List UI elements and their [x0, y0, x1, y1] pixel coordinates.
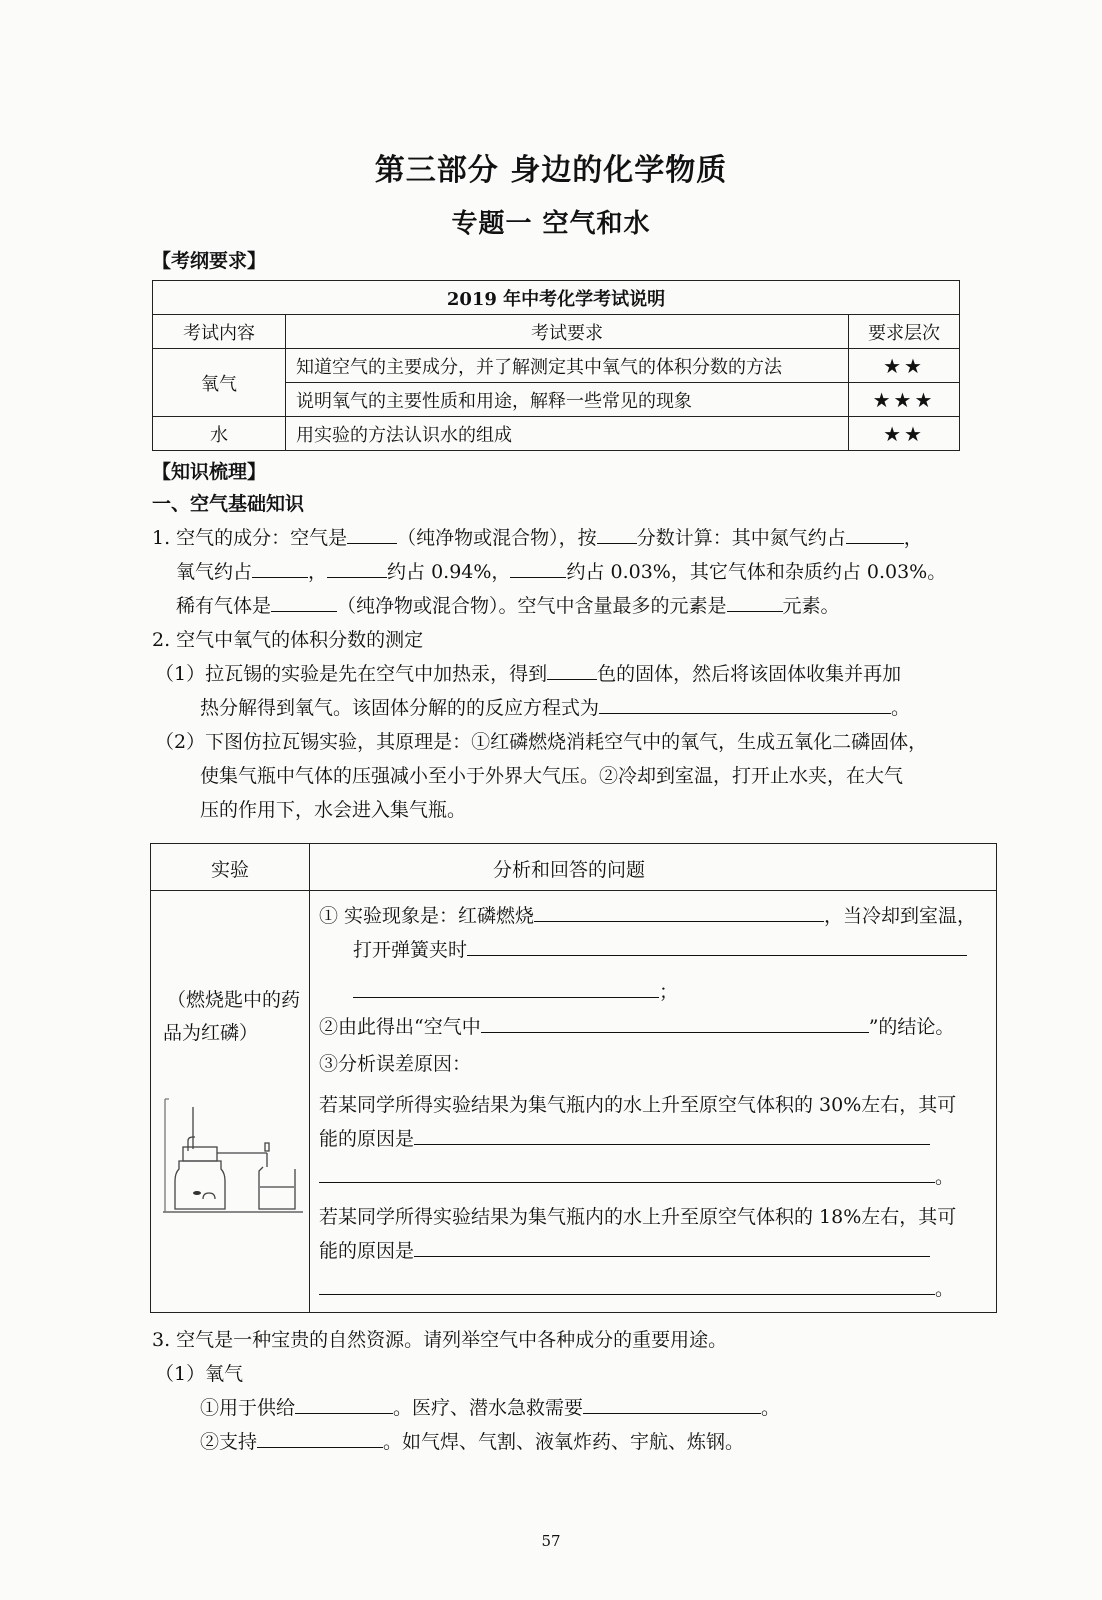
analysis-line11: 。 [319, 1274, 954, 1301]
analysis-line5: ③分析误差原因： [319, 1053, 472, 1075]
analysis-line10: 能的原因是 [319, 1236, 930, 1263]
analysis-line4: ②由此得出“空气中 ”的结论。 [319, 1012, 954, 1039]
answer-blank[interactable] [481, 1012, 869, 1033]
analysis-line8: 。 [319, 1162, 954, 1189]
table-cell-content: 水 [153, 417, 286, 451]
analysis-line6: 若某同学所得实验结果为集气瓶内的水上升至原空气体积的 30%左右，其可 [319, 1094, 957, 1116]
q2-part2-line3: 压的作用下，水会进入集气瓶。 [200, 799, 467, 821]
table-cell-requirement: 说明氧气的主要性质和用途，解释一些常见的现象 [286, 383, 849, 417]
analysis-line3: ； [353, 977, 678, 1004]
experiment-note: （燃烧匙中的药 [167, 989, 301, 1011]
answer-blank[interactable] [467, 935, 967, 956]
q1-line3: 稀有气体是 （纯净物或混合物）。空气中含量最多的元素是 元素。 [176, 591, 840, 618]
requirements-table [152, 280, 960, 451]
experiment-table [150, 843, 997, 1313]
answer-blank[interactable] [257, 1427, 383, 1448]
table-cell-level: ★★ [849, 349, 960, 383]
q2-part1-line1: （1）拉瓦锡的实验是先在空气中加热汞，得到 色的固体，然后将该固体收集并再加 [155, 659, 901, 686]
table-cell-level: ★★★ [849, 383, 960, 417]
table-row [153, 349, 960, 383]
page-title: 第三部分 身边的化学物质 [374, 153, 728, 188]
q3-sub-oxygen: （1）氧气 [155, 1363, 244, 1385]
answer-blank[interactable] [252, 557, 308, 578]
answer-blank[interactable] [846, 523, 904, 544]
table-row [153, 417, 960, 451]
answer-blank[interactable] [319, 1162, 935, 1183]
q2-heading: 2. 空气中氧气的体积分数的测定 [152, 629, 424, 651]
answer-blank[interactable] [534, 901, 824, 922]
section-kaogang: 【考纲要求】 [152, 250, 267, 272]
q3-line1: ①用于供给 。医疗、潜水急救需要 。 [200, 1393, 780, 1420]
q1-line1: 1. 空气的成分：空气是 （纯净物或混合物），按 分数计算：其中氮气约占 ， [152, 523, 923, 550]
q2-part2-line1: （2）下图仿拉瓦锡实验，其原理是：①红磷燃烧消耗空气中的氧气，生成五氧化二磷固体， [155, 731, 928, 753]
answer-blank[interactable] [327, 557, 387, 578]
table-cell-level: ★★ [849, 417, 960, 451]
table-header: 考试要求 [286, 315, 849, 349]
analysis-line9: 若某同学所得实验结果为集气瓶内的水上升至原空气体积的 18%左右，其可 [319, 1206, 957, 1228]
answer-blank[interactable] [547, 659, 597, 680]
answer-blank[interactable] [414, 1124, 930, 1145]
q2-part2-line2: 使集气瓶中气体的压强减小至小于外界大气压。②冷却到室温，打开止水夹，在大气 [200, 765, 904, 787]
answer-blank[interactable] [510, 557, 566, 578]
answer-blank[interactable] [353, 977, 659, 998]
table-header: 考试内容 [153, 315, 286, 349]
answer-blank[interactable] [271, 591, 337, 612]
analysis-line1: ① 实验现象是：红磷燃烧 ，当冷却到室温， [319, 901, 976, 928]
table-cell-content: 氧气 [153, 349, 286, 417]
table-cell-requirement: 知道空气的主要成分，并了解测定其中氧气的体积分数的方法 [286, 349, 849, 383]
analysis-line2: 打开弹簧夹时 [353, 935, 967, 962]
topic-title: 专题一 空气和水 [451, 209, 651, 239]
table-cell-requirement: 用实验的方法认识水的组成 [286, 417, 849, 451]
analysis-col-header: 分析和回答的问题 [492, 859, 645, 881]
answer-blank[interactable] [347, 523, 397, 544]
q3-line2: ②支持 。如气焊、气割、液氧炸药、宇航、炼钢。 [200, 1427, 744, 1454]
table-header: 要求层次 [849, 315, 960, 349]
heading-air-basics: 一、空气基础知识 [152, 493, 305, 515]
analysis-line7: 能的原因是 [319, 1124, 930, 1151]
answer-blank[interactable] [295, 1393, 393, 1414]
answer-blank[interactable] [583, 1393, 761, 1414]
q1-line2: 氧气约占 ， 约占 0.94%， 约占 0.03%，其它气体和杂质约占 0.03%。 [176, 557, 946, 584]
table-caption: 2019 年中考化学考试说明 [153, 281, 960, 315]
answer-blank[interactable] [599, 693, 891, 714]
answer-blank[interactable] [727, 591, 783, 612]
answer-blank[interactable] [319, 1274, 935, 1295]
experiment-col-header: 实验 [210, 859, 249, 881]
answer-blank[interactable] [414, 1236, 930, 1257]
section-zhishi: 【知识梳理】 [152, 461, 267, 483]
apparatus-illustration [163, 1089, 303, 1219]
experiment-note: 品为红磷） [163, 1022, 259, 1044]
q3-heading: 3. 空气是一种宝贵的自然资源。请列举空气中各种成分的重要用途。 [152, 1329, 728, 1351]
answer-blank[interactable] [597, 523, 637, 544]
q2-part1-line2: 热分解得到氧气。该固体分解的的反应方程式为 。 [200, 693, 910, 720]
page-number: 57 [541, 1532, 561, 1550]
